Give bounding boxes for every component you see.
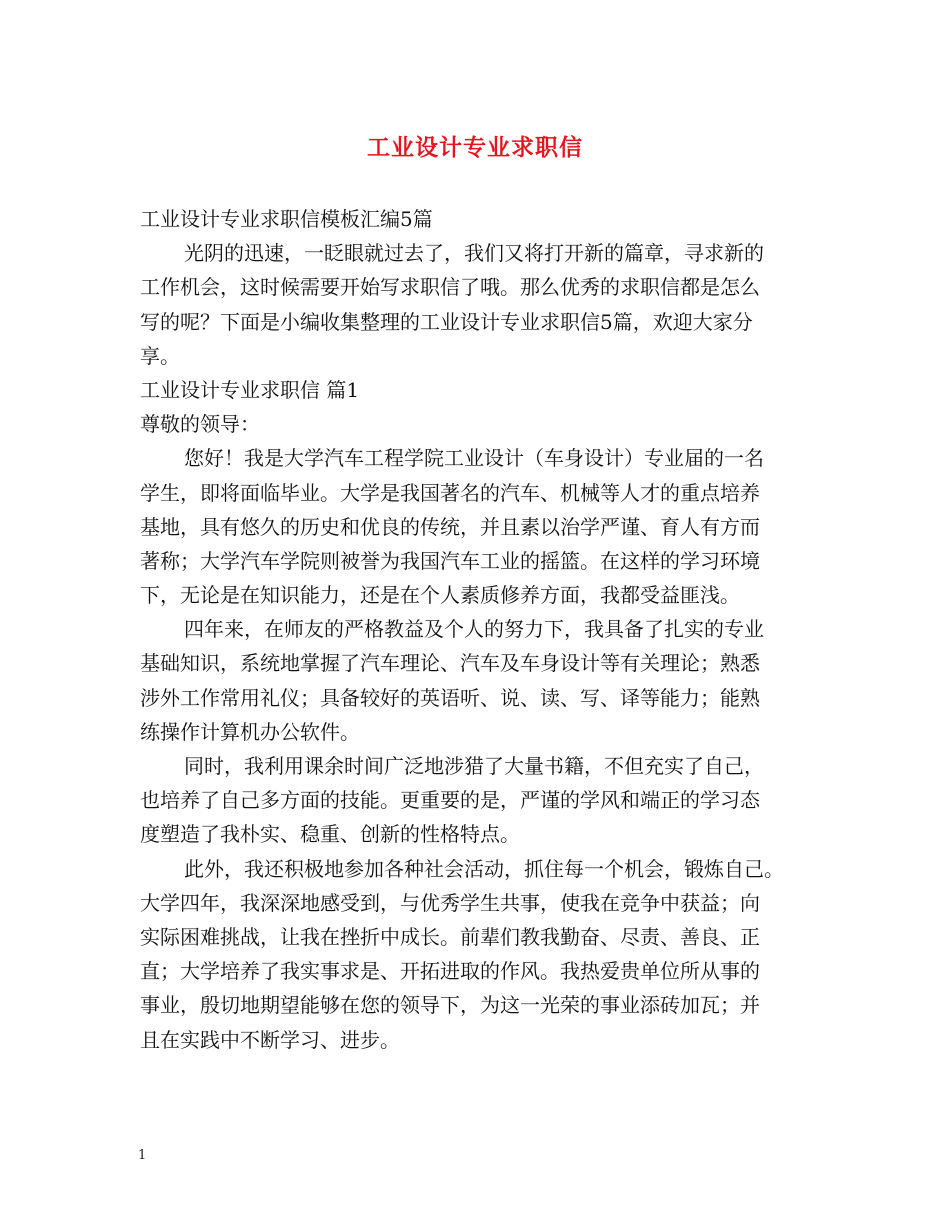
paragraph-line: 度塑造了我朴实、稳重、创新的性格特点。 <box>140 822 520 847</box>
paragraph-line: 直；大学培养了我实事求是、开拓进取的作风。我热爱贵单位所从事的 <box>140 959 760 984</box>
section-heading: 工业设计专业求职信 篇1 <box>140 377 360 402</box>
page-number: 1 <box>138 1148 147 1163</box>
paragraph-line: 基地，具有悠久的历史和优良的传统，并且素以治学严谨、育人有方而 <box>140 514 760 539</box>
salutation-line: 尊敬的领导： <box>140 412 260 437</box>
paragraph-line: 工作机会，这时候需要开始写求职信了哦。那么优秀的求职信都是怎么 <box>140 275 760 300</box>
paragraph-line: 练操作计算机办公软件。 <box>140 719 360 744</box>
paragraph-line: 写的呢？下面是小编收集整理的工业设计专业求职信5篇，欢迎大家分 <box>140 309 753 334</box>
paragraph-line: 您好！我是大学汽车工程学院工业设计（车身设计）专业届的一名 <box>184 446 764 471</box>
paragraph-line: 下，无论是在知识能力，还是在个人素质修养方面，我都受益匪浅。 <box>140 583 740 608</box>
document-title: 工业设计专业求职信 <box>367 134 583 161</box>
paragraph-line: 著称；大学汽车学院则被誉为我国汽车工业的摇篮。在这样的学习环境 <box>140 548 760 573</box>
paragraph-line: 也培养了自己多方面的技能。更重要的是，严谨的学风和端正的学习态 <box>140 788 760 813</box>
paragraph-line: 此外，我还积极地参加各种社会活动，抓住每一个机会，锻炼自己。 <box>184 856 784 881</box>
paragraph-line: 涉外工作常用礼仪；具备较好的英语听、说、读、写、译等能力；能熟 <box>140 685 760 710</box>
paragraph-line: 事业，殷切地期望能够在您的领导下，为这一光荣的事业添砖加瓦；并 <box>140 993 760 1018</box>
paragraph-line: 实际困难挑战，让我在挫折中成长。前辈们教我勤奋、尽责、善良、正 <box>140 924 760 949</box>
paragraph-line: 同时，我利用课余时间广泛地涉猎了大量书籍，不但充实了自己， <box>184 754 764 778</box>
paragraph-line: 享。 <box>140 343 180 368</box>
paragraph-line: 光阴的迅速，一眨眼就过去了，我们又将打开新的篇章，寻求新的 <box>184 241 764 266</box>
subtitle-line: 工业设计专业求职信模板汇编5篇 <box>140 207 433 231</box>
paragraph-line: 学生，即将面临毕业。大学是我国著名的汽车、机械等人才的重点培养 <box>140 480 760 505</box>
paragraph-line: 且在实践中不断学习、进步。 <box>140 1027 400 1052</box>
paragraph-line: 四年来，在师友的严格教益及个人的努力下，我具备了扎实的专业 <box>184 617 764 642</box>
paragraph-line: 大学四年，我深深地感受到，与优秀学生共事，使我在竞争中获益；向 <box>140 890 760 915</box>
paragraph-line: 基础知识，系统地掌握了汽车理论、汽车及车身设计等有关理论；熟悉 <box>140 651 760 676</box>
document-body <box>140 202 830 1057</box>
